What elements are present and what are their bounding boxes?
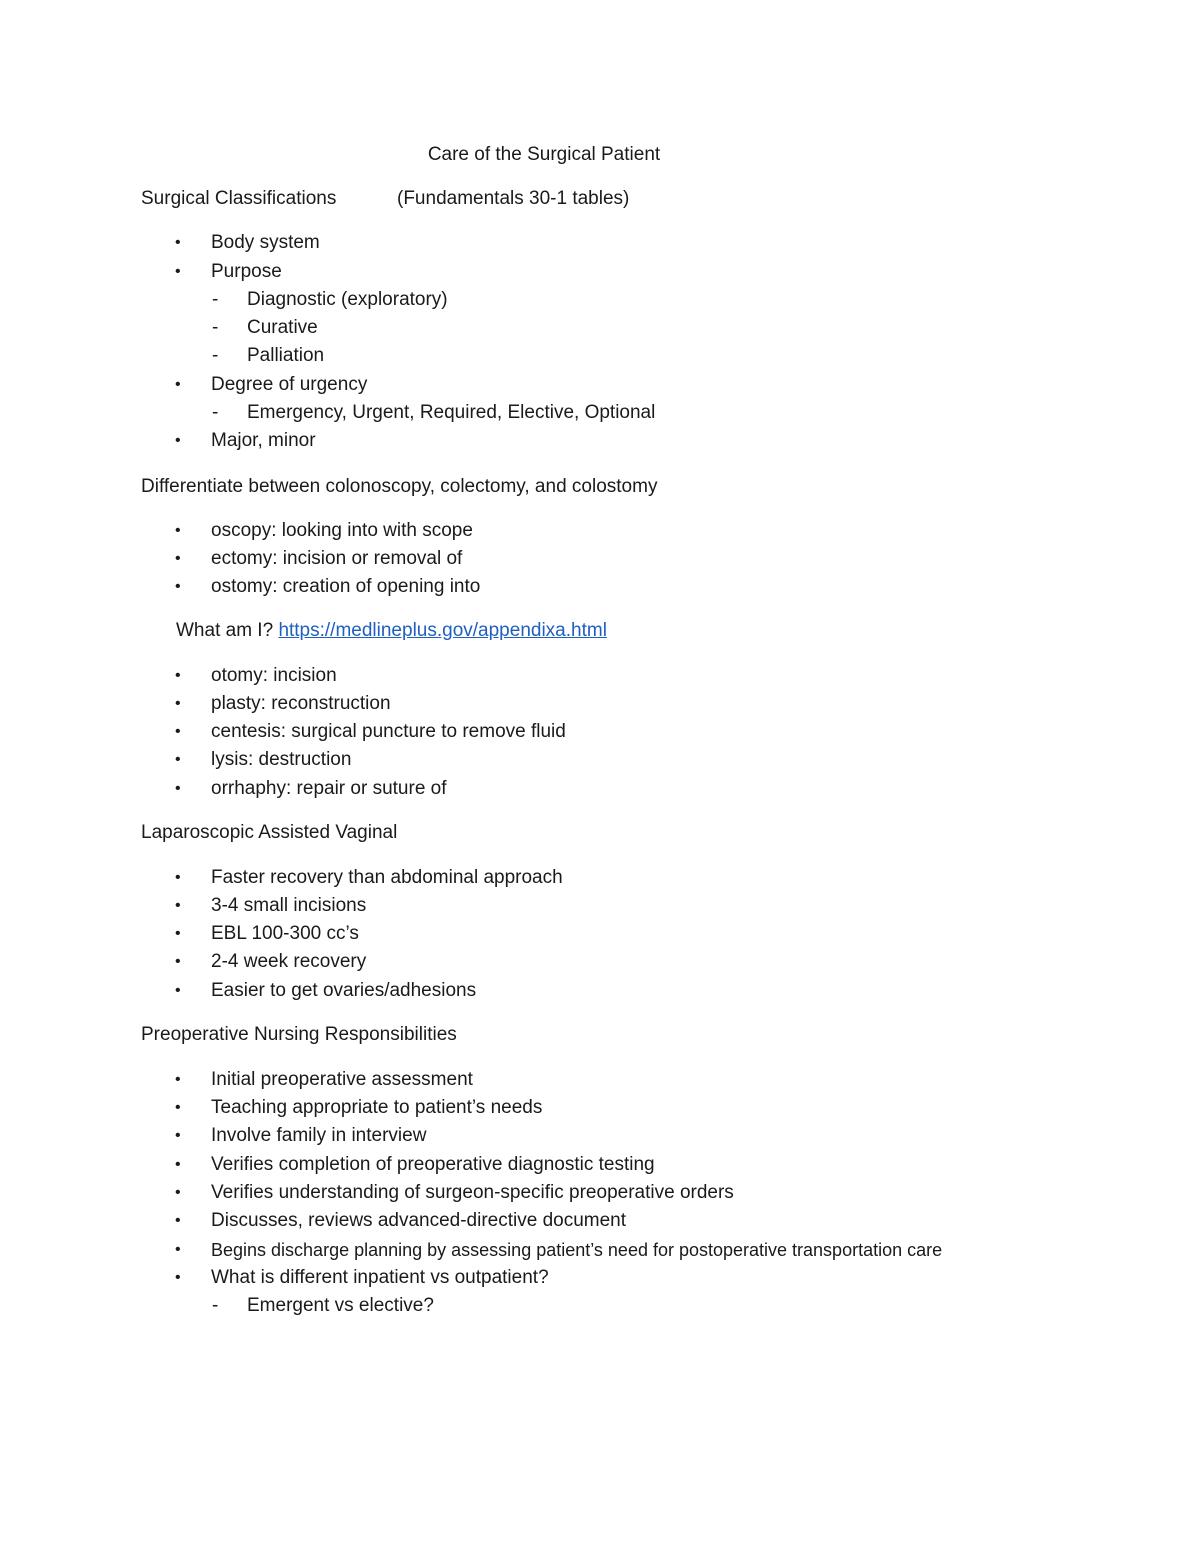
bullet-icon: • [175, 751, 181, 768]
dash-icon: - [212, 402, 219, 423]
bullet-icon: • [175, 578, 181, 595]
bullet-icon: • [175, 263, 181, 280]
bullet-icon: • [175, 522, 181, 539]
bullet-icon: • [175, 667, 181, 684]
bullet-icon: • [175, 897, 181, 914]
bullet-icon: • [175, 780, 181, 797]
section-heading-laparoscopic: Laparoscopic Assisted Vaginal [141, 822, 398, 843]
bullet-icon: • [175, 1212, 181, 1229]
classifications-reference: (Fundamentals 30-1 tables) [397, 188, 630, 209]
medlineplus-link[interactable]: https://medlineplus.gov/appendixa.html [278, 620, 607, 641]
dash-icon: - [212, 345, 219, 366]
bullet-icon: • [175, 234, 181, 251]
bullet-icon: • [175, 869, 181, 886]
bullet-icon: • [175, 1269, 181, 1286]
what-am-i-line [176, 619, 607, 643]
bullet-icon: • [175, 723, 181, 740]
bullet-icon: • [175, 1241, 181, 1258]
bullet-icon: • [175, 1127, 181, 1144]
dash-icon: - [212, 1295, 219, 1316]
dash-icon: - [212, 289, 219, 310]
bullet-icon: • [175, 1156, 181, 1173]
bullet-icon: • [175, 1099, 181, 1116]
bullet-icon: • [175, 432, 181, 449]
bullet-icon: • [175, 925, 181, 942]
bullet-icon: • [175, 982, 181, 999]
section-heading-preoperative: Preoperative Nursing Responsibilities [141, 1024, 457, 1045]
bullet-icon: • [175, 953, 181, 970]
bullet-icon: • [175, 695, 181, 712]
what-am-i-label: What am I? [176, 620, 274, 641]
dash-icon: - [212, 317, 219, 338]
section-heading-differentiate: Differentiate between colonoscopy, colectomy, and colostomy [141, 476, 658, 497]
bullet-icon: • [175, 1184, 181, 1201]
bullet-icon: • [175, 550, 181, 567]
section-heading-classifications: Surgical Classifications [141, 188, 337, 209]
bullet-icon: • [175, 376, 181, 393]
document-title: Care of the Surgical Patient [427, 144, 661, 165]
bullet-icon: • [175, 1071, 181, 1088]
